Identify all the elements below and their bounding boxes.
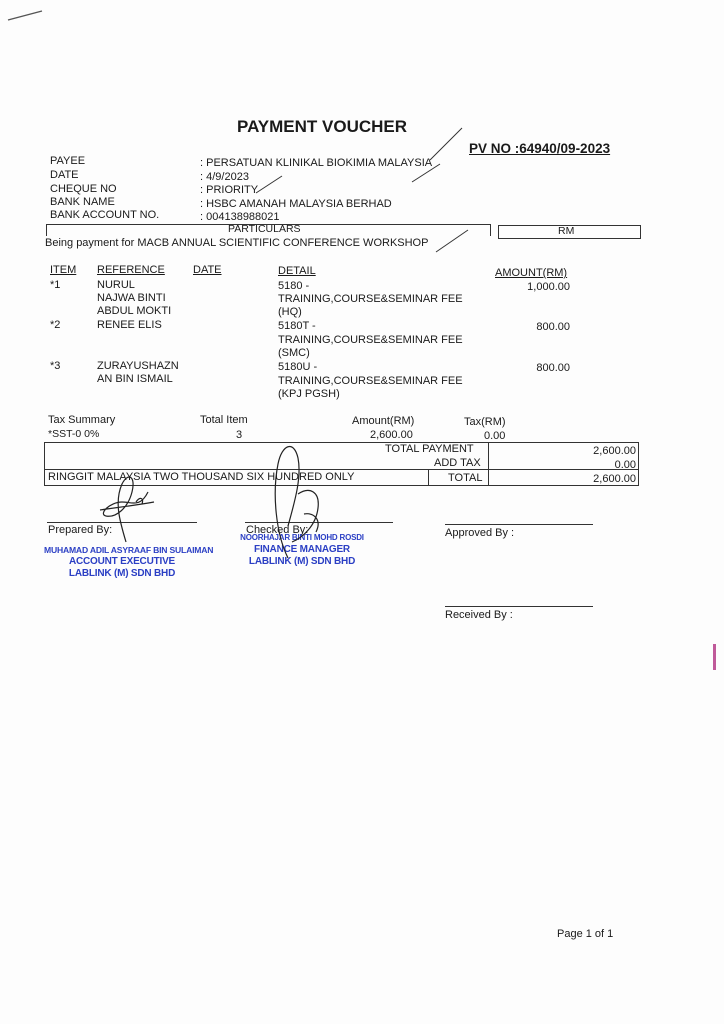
item-reference-line: RENEE ELIS: [97, 319, 162, 331]
particulars-label: PARTICULARS: [228, 223, 301, 235]
payment-description: Being payment for MACB ANNUAL SCIENTIFIC CONFERENCE WORKSHOP: [45, 237, 429, 249]
tax-rm-label: Tax(RM): [464, 416, 506, 428]
approved-by-label: Approved By :: [445, 527, 515, 539]
total-payment-value: 2,600.00: [593, 445, 636, 457]
total-payment-label: TOTAL PAYMENT: [385, 443, 474, 455]
item-amount: 800.00: [536, 362, 570, 374]
item-detail-line: (HQ): [278, 306, 302, 318]
bank-value: : HSBC AMANAH MALAYSIA BERHAD: [200, 198, 392, 210]
amount-in-words: RINGGIT MALAYSIA TWO THOUSAND SIX HUNDRED ONLY: [48, 471, 355, 483]
tax-summary-value: *SST-0 0%: [48, 428, 100, 440]
payee-label: PAYEE: [50, 155, 86, 167]
approved-sign-line: [445, 524, 593, 525]
checked-by-label: Checked By:: [246, 524, 309, 536]
prepared-signature: [92, 462, 162, 547]
account-label: BANK ACCOUNT NO.: [50, 209, 160, 221]
scan-edge-mark: [713, 644, 716, 670]
prepared-stamp-line: LABLINK (M) SDN BHD: [68, 568, 176, 579]
item-reference-line: NAJWA BINTI: [97, 292, 166, 304]
col-reference: REFERENCE: [97, 264, 165, 276]
add-tax-label: ADD TAX: [434, 457, 481, 469]
item-reference-line: ABDUL MOKTI: [97, 305, 172, 317]
col-detail: DETAIL: [278, 265, 316, 277]
account-value: : 004138988021: [200, 211, 280, 223]
date-value: : 4/9/2023: [200, 171, 249, 183]
checked-signature: [258, 434, 338, 564]
cheque-value: : PRIORITY: [200, 184, 259, 196]
received-by-label: Received By :: [445, 609, 513, 621]
total-item-label: Total Item: [200, 414, 248, 426]
bank-label: BANK NAME: [50, 196, 115, 208]
prepared-stamp-line: ACCOUNT EXECUTIVE: [68, 556, 176, 567]
voucher-title: PAYMENT VOUCHER: [237, 117, 408, 136]
page-number: Page 1 of 1: [557, 928, 614, 940]
rm-label: RM: [558, 225, 575, 237]
col-date: DATE: [193, 264, 222, 276]
item-detail-line: (SMC): [278, 347, 310, 359]
item-detail-line: (KPJ PGSH): [278, 388, 340, 400]
pv-number: PV NO :64940/09-2023: [469, 141, 611, 156]
item-number: *3: [50, 360, 61, 372]
tax-amount-label: Amount(RM): [352, 415, 415, 427]
col-item: ITEM: [50, 264, 77, 276]
cheque-label: CHEQUE NO: [50, 183, 117, 195]
payee-value: : PERSATUAN KLINIKAL BIOKIMIA MALAYSIA: [200, 157, 433, 169]
checked-stamp-line: FINANCE MANAGER: [254, 544, 350, 555]
totals-value-divider: [488, 442, 489, 486]
totals-col-divider: [428, 469, 429, 486]
total-item-value: 3: [236, 429, 243, 441]
add-tax-value: 0.00: [614, 459, 636, 471]
checked-stamp-line: NOORHAJAR BINTI MOHD ROSDI: [240, 533, 364, 542]
item-detail-line: 5180T -: [278, 320, 316, 332]
pen-tick-marks: [0, 0, 724, 300]
item-reference-line: ZURAYUSHAZN: [97, 360, 179, 372]
tax-amount-value: 2,600.00: [370, 429, 413, 441]
checked-stamp-line: LABLINK (M) SDN BHD: [248, 556, 356, 567]
item-detail-line: TRAINING,COURSE&SEMINAR FEE: [278, 334, 463, 346]
item-number: *2: [50, 319, 61, 331]
col-amount: AMOUNT(RM): [495, 267, 568, 279]
item-amount: 1,000.00: [527, 281, 570, 293]
item-detail-line: TRAINING,COURSE&SEMINAR FEE: [278, 293, 463, 305]
total-value: 2,600.00: [593, 473, 636, 485]
prepared-by-label: Prepared By:: [48, 524, 113, 536]
item-detail-line: 5180 -: [278, 280, 310, 292]
item-reference-line: NURUL: [97, 279, 135, 291]
prepared-stamp-line: MUHAMAD ADIL ASYRAAF BIN SULAIMAN: [44, 545, 214, 555]
date-label: DATE: [50, 169, 79, 181]
tax-summary-label: Tax Summary: [48, 414, 116, 426]
item-detail-line: 5180U -: [278, 361, 318, 373]
item-number: *1: [50, 279, 61, 291]
received-sign-line: [445, 606, 593, 607]
item-amount: 800.00: [536, 321, 570, 333]
item-detail-line: TRAINING,COURSE&SEMINAR FEE: [278, 375, 463, 387]
total-label: TOTAL: [448, 472, 483, 484]
tax-rm-value: 0.00: [484, 430, 506, 442]
item-reference-line: AN BIN ISMAIL: [97, 373, 173, 385]
